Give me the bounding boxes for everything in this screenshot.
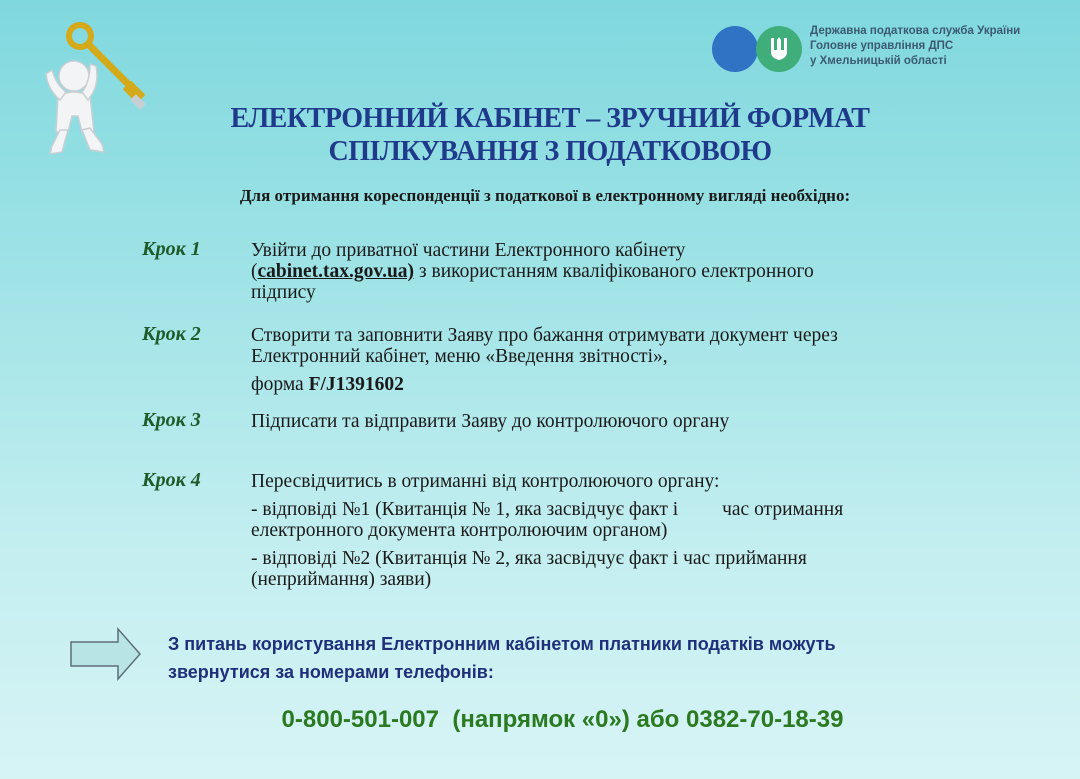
step-4-line-2: - відповіді №1 (Квитанція № 1, яка засвідчує факт і час отримання	[251, 499, 844, 520]
step-4-text	[251, 471, 951, 590]
page-title	[150, 102, 950, 168]
title-line-2: СПІЛКУВАННЯ З ПОДАТКОВОЮ	[328, 136, 772, 167]
step-1-link-prefix: (	[251, 261, 258, 282]
step-2-line-2: Електронний кабінет, меню «Введення звітності»,	[251, 346, 668, 367]
step-2-label: Крок 2	[142, 323, 201, 345]
step-1-line-1: Увійти до приватної частини Електронного кабінету	[251, 240, 686, 261]
info-line-2: звернутися за номерами телефонів:	[168, 662, 494, 682]
figure-with-key-illustration	[28, 20, 158, 160]
step-2-line-3: форма	[251, 374, 309, 395]
form-code: F/J1391602	[308, 374, 404, 395]
step-1-line-2: з використанням кваліфікованого електронного	[414, 261, 814, 282]
org-line-2: Головне управління ДПС	[810, 40, 954, 52]
logo-green-circle	[756, 26, 802, 72]
step-2-line-1: Створити та заповнити Заяву про бажання отримувати документ через	[251, 325, 838, 346]
org-line-1: Державна податкова служба України	[810, 25, 1021, 37]
logo-blue-circle	[712, 26, 758, 72]
contact-info	[168, 630, 1028, 686]
subtitle: Для отримання кореспонденції з податкової в електронному вигляді необхідно:	[239, 186, 851, 205]
step-2-text	[251, 325, 951, 395]
step-4-label: Крок 4	[142, 469, 201, 491]
step-4-line-3: електронного документа контролюючим органом)	[251, 520, 668, 541]
step-3-line-1: Підписати та відправити Заяву до контролюючого органу	[251, 411, 730, 432]
step-4-line-4: - відповіді №2 (Квитанція № 2, яка засвідчує факт і час приймання	[251, 548, 807, 569]
step-1-text	[251, 240, 951, 303]
right-arrow-icon	[70, 627, 142, 686]
step-1-line-3: підпису	[251, 282, 316, 303]
step-4-line-1: Пересвідчитись в отриманні від контролюючого органу:	[251, 471, 720, 492]
trident-icon	[768, 36, 790, 62]
person-figure	[46, 61, 104, 154]
step-1-label: Крок 1	[142, 238, 201, 260]
cabinet-link[interactable]: cabinet.tax.gov.ua)	[257, 261, 415, 282]
step-3-label: Крок 3	[142, 409, 201, 431]
organization-name	[810, 24, 1070, 69]
step-4-line-5: (неприймання) заяви)	[251, 569, 432, 590]
phone-numbers: 0-800-501-007 (напрямок «0») або 0382-70-18-39	[281, 706, 844, 733]
org-line-3: у Хмельницькій області	[810, 55, 947, 67]
step-3-text	[251, 411, 951, 432]
title-line-1: ЕЛЕКТРОННИЙ КАБІНЕТ – ЗРУЧНИЙ ФОРМАТ	[230, 103, 870, 134]
info-line-1: З питань користування Електронним кабінетом платники податків можуть	[168, 634, 836, 654]
